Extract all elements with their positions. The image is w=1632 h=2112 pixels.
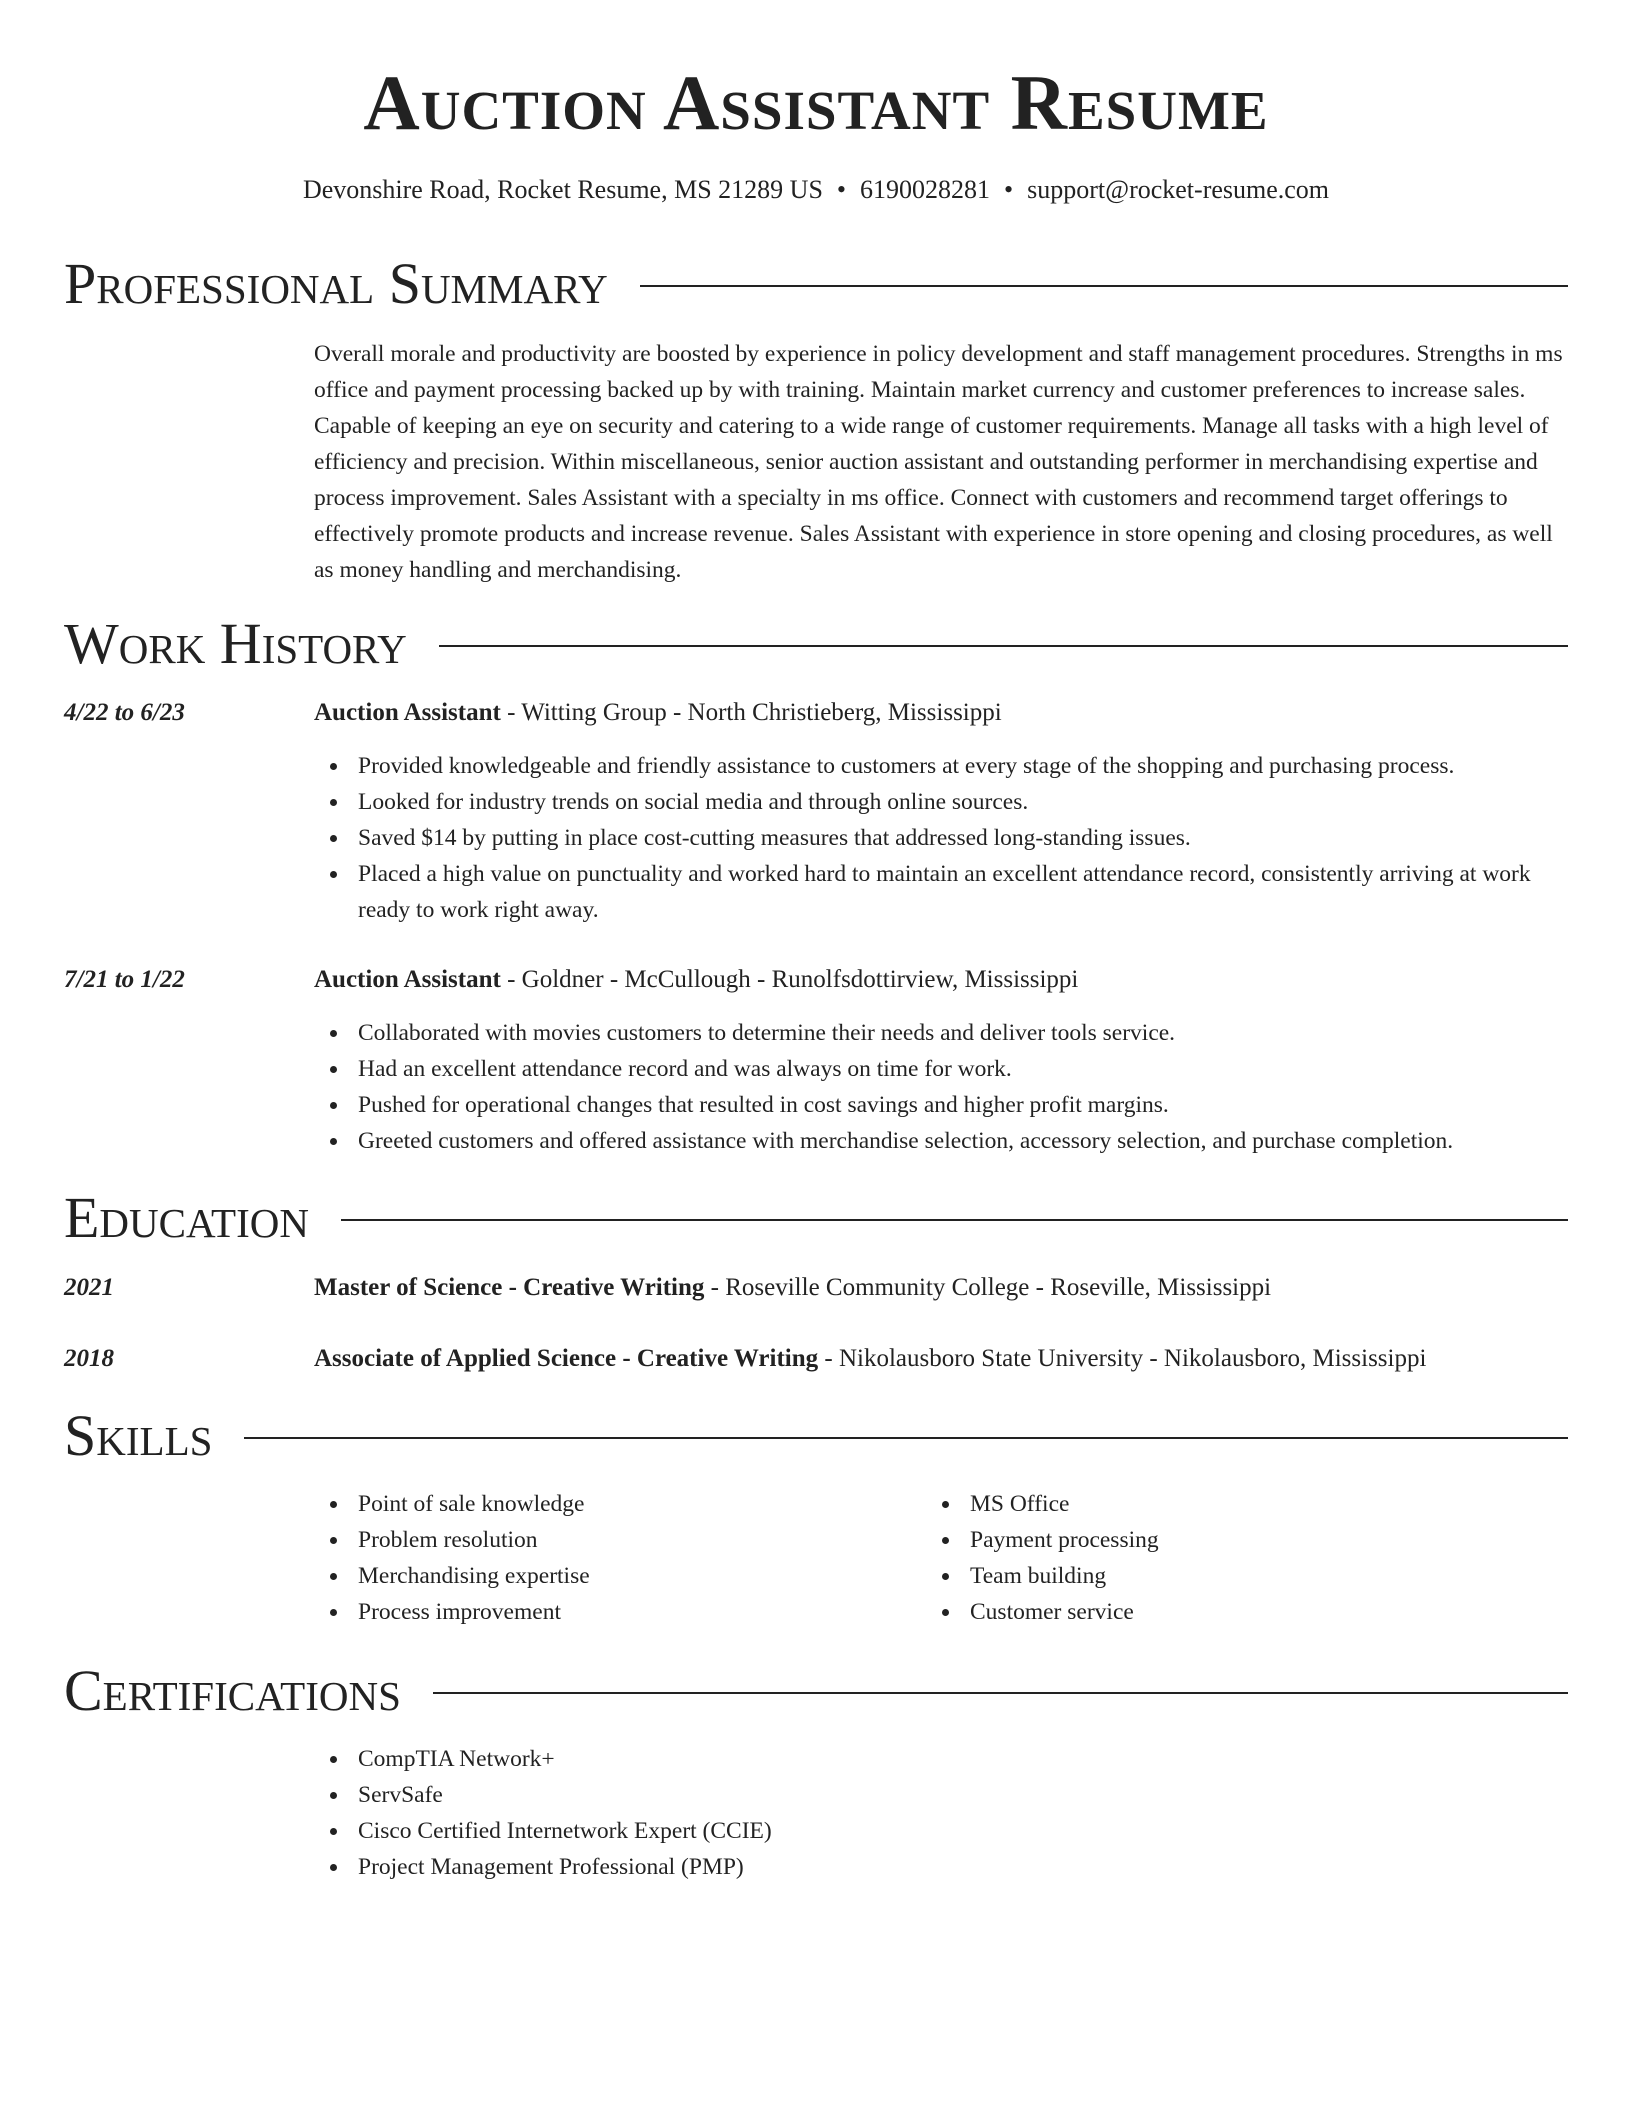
- skill-item: Merchandising expertise: [314, 1558, 914, 1594]
- section-divider: [433, 1692, 1568, 1694]
- job-title-line: [314, 962, 1568, 998]
- work-heading: Work History: [64, 611, 407, 676]
- contact-phone: 6190028281: [860, 175, 991, 204]
- job-bullets: [314, 1015, 1568, 1159]
- contact-separator: •: [1004, 175, 1014, 204]
- job-bullet: Collaborated with movies customers to determine their needs and deliver tools service.: [314, 1015, 1568, 1051]
- section-divider: [244, 1437, 1568, 1439]
- education-line: [314, 1341, 1568, 1377]
- job-dates: 7/21 to 1/22: [64, 966, 185, 993]
- summary-text: Overall morale and productivity are boosted by experience in policy development and staff management procedures. Strengths in ms office and payment processing backed up by with training. Maintain market currency and customer preferences to increase sales. Capable of keeping an eye on security and catering to a wide range of customer requirements. Manage all tasks with a high level of efficiency and precision. Within miscellaneous, senior auction assistant and outstanding performer in merchandising expertise and process improvement. Sales Assistant with a specialty in ms office. Connect with customers and recommend target offerings to effectively promote products and increase revenue. Sales Assistant with experience in store opening and closing procedures, as well as money handling and merchandising.: [314, 341, 1563, 583]
- job-bullets: [314, 748, 1568, 928]
- work-section-heading: [64, 612, 1568, 676]
- section-divider: [439, 645, 1568, 647]
- job-bullet: Placed a high value on punctuality and worked hard to maintain an excellent attendance record, consistently arriving at work ready to work right away.: [314, 856, 1568, 928]
- job-dates: 4/22 to 6/23: [64, 699, 185, 726]
- job-bullet: Had an excellent attendance record and was always on time for work.: [314, 1051, 1568, 1087]
- skill-item: Point of sale knowledge: [314, 1486, 914, 1522]
- education-degree: Master of Science - Creative Writing: [314, 1274, 705, 1301]
- education-heading: Education: [64, 1185, 309, 1250]
- job-bullet: Saved $14 by putting in place cost-cutting measures that addressed long-standing issues.: [314, 820, 1568, 856]
- certifications-section-heading: [64, 1659, 1568, 1723]
- skills-heading: Skills: [64, 1403, 213, 1468]
- certification-item: CompTIA Network+: [314, 1741, 1568, 1777]
- skill-item: Customer service: [926, 1594, 1526, 1630]
- education-line: [314, 1270, 1568, 1306]
- job-details: - Witting Group - North Christieberg, Mississippi: [500, 699, 1002, 726]
- contact-address: Devonshire Road, Rocket Resume, MS 21289 US: [302, 175, 823, 204]
- certification-item: ServSafe: [314, 1777, 1568, 1813]
- summary-section-heading: [64, 252, 1568, 316]
- skills-section-heading: [64, 1404, 1568, 1468]
- education-details: - Roseville Community College - Roseville, Mississippi: [704, 1274, 1272, 1301]
- job-title: Auction Assistant: [314, 699, 501, 726]
- job-bullet: Looked for industry trends on social media and through online sources.: [314, 784, 1568, 820]
- education-year: 2018: [64, 1345, 114, 1372]
- certifications-list: [314, 1741, 1568, 1885]
- education-year: 2021: [64, 1274, 114, 1301]
- skill-item: Team building: [926, 1558, 1526, 1594]
- skill-item: Problem resolution: [314, 1522, 914, 1558]
- job-bullet: Greeted customers and offered assistance with merchandise selection, accessory selection, and purchase completion.: [314, 1123, 1568, 1159]
- job-title: Auction Assistant: [314, 966, 501, 993]
- contact-separator: •: [836, 175, 847, 204]
- certifications-heading: Certifications: [64, 1658, 401, 1723]
- summary-heading: Professional Summary: [64, 251, 608, 316]
- skill-item: Process improvement: [314, 1594, 914, 1630]
- job-bullet: Provided knowledgeable and friendly assistance to customers at every stage of the shopping and purchasing process.: [314, 748, 1568, 784]
- skills-list-right: [926, 1486, 1526, 1630]
- education-details: - Nikolausboro State University - Nikolausboro, Mississippi: [818, 1345, 1427, 1372]
- education-section-heading: [64, 1186, 1568, 1250]
- contact-line: [0, 172, 1632, 208]
- job-bullet: Pushed for operational changes that resulted in cost savings and higher profit margins.: [314, 1087, 1568, 1123]
- education-degree: Associate of Applied Science - Creative Writing: [314, 1345, 819, 1372]
- certification-item: Cisco Certified Internetwork Expert (CCIE): [314, 1813, 1568, 1849]
- section-divider: [640, 285, 1568, 287]
- resume-title: Auction Assistant Resume: [363, 59, 1269, 146]
- section-divider: [341, 1219, 1568, 1221]
- contact-email: support@rocket-resume.com: [1027, 175, 1330, 204]
- skill-item: Payment processing: [926, 1522, 1526, 1558]
- job-title-line: [314, 695, 1568, 731]
- skill-item: MS Office: [926, 1486, 1526, 1522]
- job-details: - Goldner - McCullough - Runolfsdottirview, Mississippi: [500, 966, 1079, 993]
- certification-item: Project Management Professional (PMP): [314, 1849, 1568, 1885]
- skills-list-left: [314, 1486, 914, 1630]
